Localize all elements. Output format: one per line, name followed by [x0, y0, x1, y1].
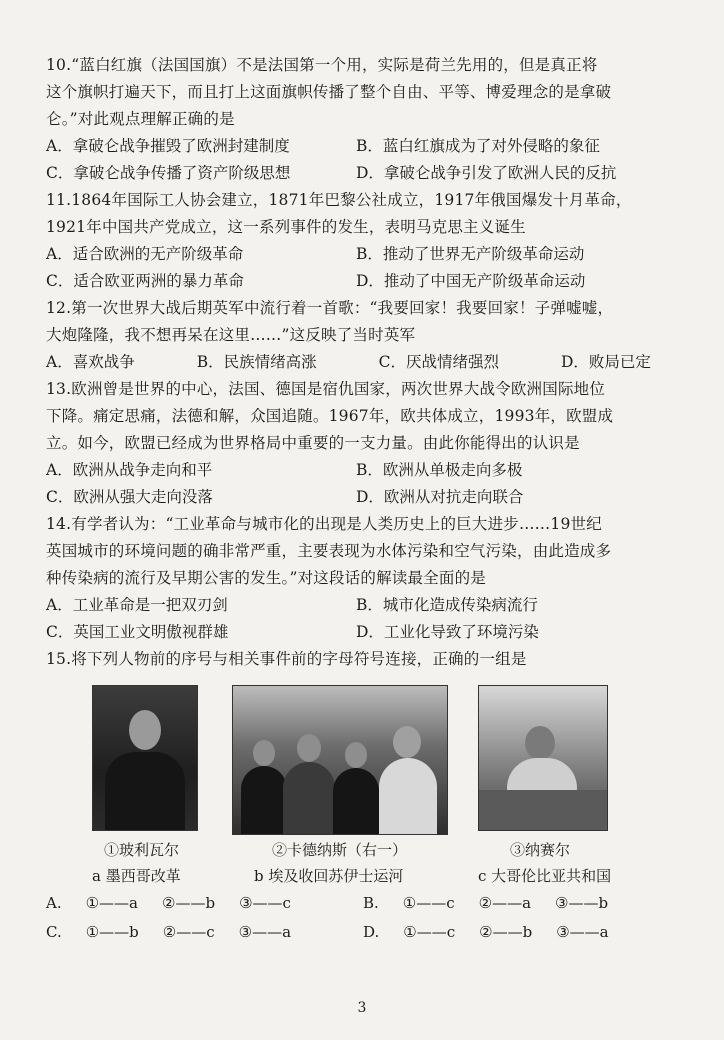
- question-text: 下降。痛定思痛，法德和解，众国追随。1967年，欧共体成立，1993年，欧盟成: [46, 407, 614, 425]
- option-a: A．工业革命是一把双刃剑: [46, 596, 228, 614]
- caption-person-2: ②卡德纳斯（右一）: [272, 841, 408, 859]
- option-c: C．适合欧亚两洲的暴力革命: [46, 272, 244, 290]
- question-text: 仑。”对此观点理解正确的是: [46, 110, 235, 128]
- option-a: A．拿破仑战争摧毁了欧洲封建制度: [46, 137, 290, 155]
- option-a: A．欧洲从战争走向和平: [46, 461, 213, 479]
- answer-option-c: C. ①——b ②——c ③——a: [46, 923, 292, 941]
- question-text: 12.第一次世界大战后期英军中流行着一首歌：“我要回家！我要回家！子弹嘘嘘，: [46, 299, 614, 317]
- caption-person-1: ①玻利瓦尔: [104, 841, 180, 859]
- answer-option-d: D. ①——c ②——b ③——a: [363, 923, 609, 941]
- option-c: C．厌战情绪强烈: [378, 353, 499, 371]
- page-number: 3: [357, 1000, 367, 1016]
- question-text: 英国城市的环境问题的确非常严重，主要表现为水体污染和空气污染，由此造成多: [46, 542, 612, 560]
- answer-option-a: A. ①——a ②——b ③——c: [46, 894, 291, 912]
- option-a: A．喜欢战争: [46, 353, 135, 371]
- photo-bolivar: [92, 685, 198, 831]
- caption-event-c: c 大哥伦比亚共和国: [478, 867, 612, 885]
- option-c: C．欧洲从强大走向没落: [46, 488, 213, 506]
- question-15: [46, 646, 680, 947]
- question-text: 15.将下列人物前的序号与相关事件前的字母符号连接，正确的一组是: [46, 650, 527, 668]
- option-d: D．欧洲从对抗走向联合: [356, 488, 524, 506]
- question-text: 种传染病的流行及早期公害的发生。”对这段话的解读最全面的是: [46, 569, 486, 587]
- question-text: 大炮隆隆，我不想再呆在这里……”这反映了当时英军: [46, 326, 416, 344]
- option-d: D．拿破仑战争引发了欧洲人民的反抗: [356, 164, 617, 182]
- question-text: 13.欧洲曾是世界的中心，法国、德国是宿仇国家，两次世界大战令欧洲国际地位: [46, 380, 606, 398]
- option-d: D．败局已定: [560, 353, 651, 371]
- option-a: A．适合欧洲的无产阶级革命: [46, 245, 244, 263]
- option-b: B．民族情绪高涨: [196, 353, 317, 371]
- option-c: C．拿破仑战争传播了资产阶级思想: [46, 164, 291, 182]
- option-d: D．推动了中国无产阶级革命运动: [356, 272, 586, 290]
- question-12: [46, 295, 680, 376]
- option-b: B．推动了世界无产阶级革命运动: [356, 245, 585, 263]
- question-14: [46, 511, 680, 646]
- option-b: B．欧洲从单极走向多极: [356, 461, 523, 479]
- option-b: B．蓝白红旗成为了对外侵略的象征: [356, 137, 600, 155]
- option-c: C．英国工业文明傲视群雄: [46, 623, 229, 641]
- question-text: 10.“蓝白红旗（法国国旗）不是法国第一个用，实际是荷兰先用的，但是真正将: [46, 56, 598, 74]
- answer-option-b: B. ①——c ②——a ③——b: [363, 894, 609, 912]
- photo-cardenas: [232, 685, 448, 835]
- question-10: [46, 52, 680, 187]
- question-text: 1921年中国共产党成立，这一系列事件的发生，表明马克思主义诞生: [46, 218, 526, 236]
- option-b: B．城市化造成传染病流行: [356, 596, 538, 614]
- question-13: [46, 376, 680, 511]
- caption-area: [46, 835, 680, 889]
- question-text: 立。如今，欧盟已经成为世界格局中重要的一支力量。由此你能得出的认识是: [46, 434, 580, 452]
- question-text: 这个旗帜打遍天下，而且打上这面旗帜传播了整个自由、平等、博爱理念的是拿破: [46, 83, 612, 101]
- question-text: 14.有学者认为：“工业革命与城市化的出现是人类历史上的巨大进步……19世纪: [46, 515, 602, 533]
- caption-person-3: ③纳赛尔: [510, 841, 571, 859]
- question-11: [46, 187, 680, 295]
- option-d: D．工业化导致了环境污染: [356, 623, 539, 641]
- photo-nasser: [478, 685, 608, 831]
- photo-row: [46, 685, 680, 835]
- caption-event-b: b 埃及收回苏伊士运河: [254, 867, 404, 885]
- question-text: 11.1864年国际工人协会建立，1871年巴黎公社成立，1917年俄国爆发十月革命，: [46, 191, 632, 209]
- caption-event-a: a 墨西哥改革: [92, 867, 181, 885]
